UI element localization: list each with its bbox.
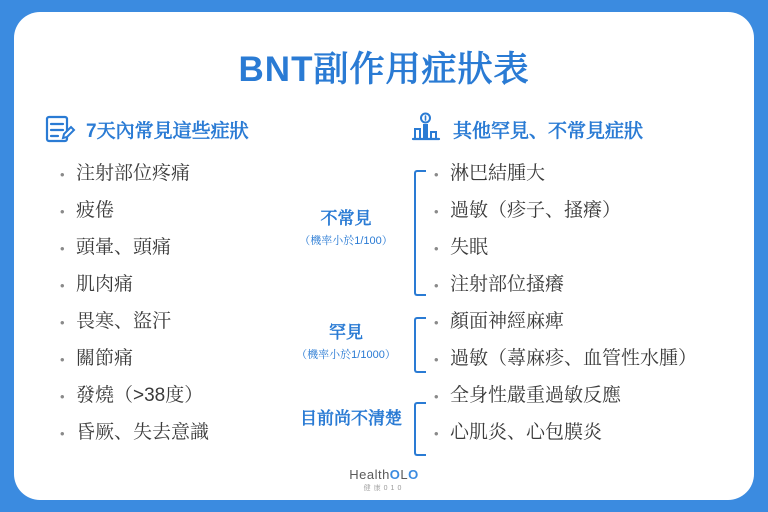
list-item-label: 昏厥、失去意識 [76,422,210,443]
list-item-label: 關節痛 [76,348,134,369]
bullet-dot: • [60,204,65,219]
list-item [60,164,209,183]
brand-o-left: O [389,467,401,482]
list-item [434,238,697,257]
bullet-dot: • [434,389,439,404]
bullet-dot: • [60,426,65,441]
bullet-dot: • [434,352,439,367]
brand-name [14,467,754,482]
brand-o-right: O [408,467,419,482]
list-item-label: 失眠 [450,237,489,258]
list-item [60,201,209,220]
rare-symptom-list [434,164,697,460]
annotation-label: 目前尚不清楚 [300,409,402,428]
brand-subtitle: 健康010 [363,485,405,492]
list-item-label: 畏寒、盜汗 [76,311,172,332]
list-item [434,349,697,368]
list-item [434,275,697,294]
annotation-note: （機率小於1/1000） [296,348,396,361]
list-item-label: 過敏（蕁麻疹、血管性水腫） [450,348,698,369]
list-item-label: 全身性嚴重過敏反應 [450,385,622,406]
footer-logo [14,467,754,493]
section-header-rare [409,112,643,146]
section-header-common [42,112,249,146]
list-item [60,312,209,331]
bullet-dot: • [60,167,65,182]
bullet-dot: • [60,241,65,256]
list-item [60,349,209,368]
annotation-unknown [286,410,416,429]
brand-text: Health [349,467,390,482]
bullet-dot: • [434,315,439,330]
annotation-label: 不常見 [320,209,372,228]
bracket-uncommon [414,170,426,296]
chart-bar-icon [409,112,443,146]
list-item [60,275,209,294]
section-header-common-label: 7天內常見這些症狀 [86,120,249,142]
bullet-dot: • [434,278,439,293]
list-item-label: 過敏（疹子、搔癢） [450,200,622,221]
section-header-rare-label: 其他罕見、不常見症狀 [453,120,644,142]
list-item [60,386,209,405]
bullet-dot: • [434,426,439,441]
common-symptom-list [60,164,209,460]
list-item [434,386,697,405]
page-title: BNT副作用症狀表 [238,50,530,89]
bullet-dot: • [60,315,65,330]
clipboard-list-icon [42,112,76,146]
list-item-label: 肌肉痛 [76,274,134,295]
list-item [60,238,209,257]
list-item-label: 疲倦 [76,200,115,221]
list-item-label: 心肌炎、心包膜炎 [450,422,603,443]
annotation-rare [286,324,406,362]
list-item-label: 注射部位疼痛 [76,163,191,184]
list-item-label: 發燒（>38度） [76,385,204,406]
bullet-dot: • [434,241,439,256]
list-item [60,423,209,442]
list-item [434,201,697,220]
annotation-note: （機率小於1/100） [299,234,393,247]
list-item-label: 顏面神經麻痺 [450,311,565,332]
bullet-dot: • [434,204,439,219]
brand-l: L [400,467,409,482]
bullet-dot: • [60,278,65,293]
list-item-label: 注射部位搔癢 [450,274,565,295]
bullet-dot: • [60,352,65,367]
list-item-label: 頭暈、頭痛 [76,237,172,258]
list-item [434,312,697,331]
list-item-label: 淋巴結腫大 [450,163,546,184]
bullet-dot: • [434,167,439,182]
annotation-label: 罕見 [329,323,363,342]
bullet-dot: • [60,389,65,404]
list-item [434,423,697,442]
info-card [14,12,754,500]
annotation-uncommon [286,210,406,248]
bracket-rare [414,317,426,373]
list-item [434,164,697,183]
